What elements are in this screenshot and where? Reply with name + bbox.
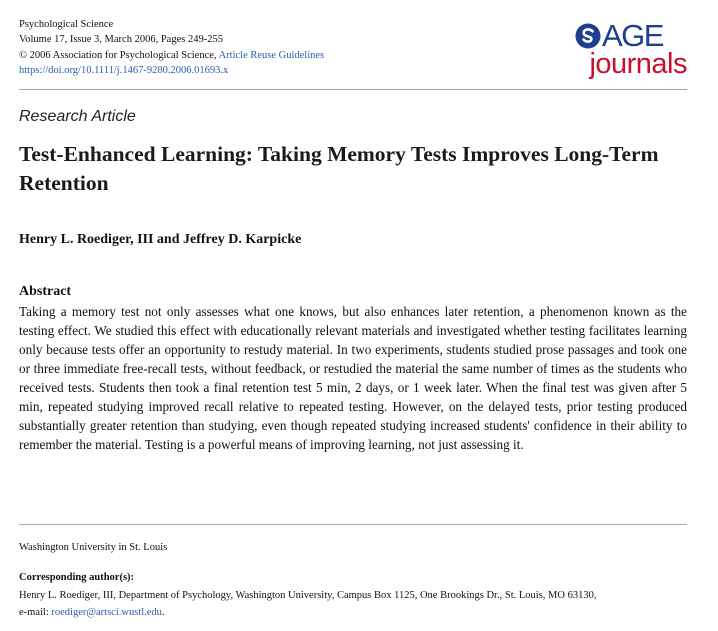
article-header [19,0,687,90]
reuse-guidelines-link[interactable]: Article Reuse Guidelines [218,49,325,61]
article-authors: Henry L. Roediger, III and Jeffrey D. Karpicke [19,232,302,247]
doi-link[interactable]: https://doi.org/10.1111/j.1467-9280.2006.01693.x [19,65,229,77]
sage-s-circle-icon [575,23,601,49]
journals-logo-word: journals [589,48,687,80]
article-title: Test-Enhanced Learning: Taking Memory Tests Improves Long-Term Retention [19,142,659,195]
corresponding-author-details [19,587,687,621]
corresponding-author-label: Corresponding author(s): [19,572,135,583]
footer-divider [19,524,687,525]
journal-meta [19,17,324,79]
journal-name: Psychological Science [19,19,114,30]
abstract-heading: Abstract [19,284,72,299]
copyright-line [19,48,324,63]
article-type: Research Article [19,108,136,125]
sage-logo-top [575,18,663,53]
header-divider [19,89,687,90]
author-affiliation: Washington University in St. Louis [19,542,168,553]
copyright-text: © 2006 Association for Psychological Science, [19,49,217,61]
article-page [19,0,687,618]
email-prefix: e-mail: [19,607,52,618]
corresponding-author-address: Henry L. Roediger, III, Department of Psychology, Washington University, Campus Box 1125, One Brookings Dr., St. Louis, MO 63130, [19,590,597,601]
abstract-text: Taking a memory test not only assesses what one knows, but also enhances later retention, a phenomenon known as the testing effect. We studied this effect with educationally relevant materials and investigated whether testing facilitates learning only because tests offer an opportunity to restudy material. In two experiments, students studied prose passages and took one or three immediate free-recall tests, without feedback, or restudied the material the same number of times as the students who received tests. Students then took a final retention test 5 min, 2 days, or 1 week later. When the final test was given after 5 min, repeated studying improved recall relative to repeated testing. However, on the delayed tests, prior testing produced substantially greater retention than studying, even though repeated studying increased students' confidence in their ability to remember the material. Testing is a powerful means of improving learning, not just assessing it. [19,304,687,452]
email-suffix: . [161,607,165,618]
author-email-link[interactable]: roediger@artsci.wustl.edu [51,607,162,618]
sage-logo-word: AGE [602,18,663,53]
journal-issue: Volume 17, Issue 3, March 2006, Pages 249-255 [19,34,223,46]
sage-journals-logo[interactable] [575,18,687,81]
